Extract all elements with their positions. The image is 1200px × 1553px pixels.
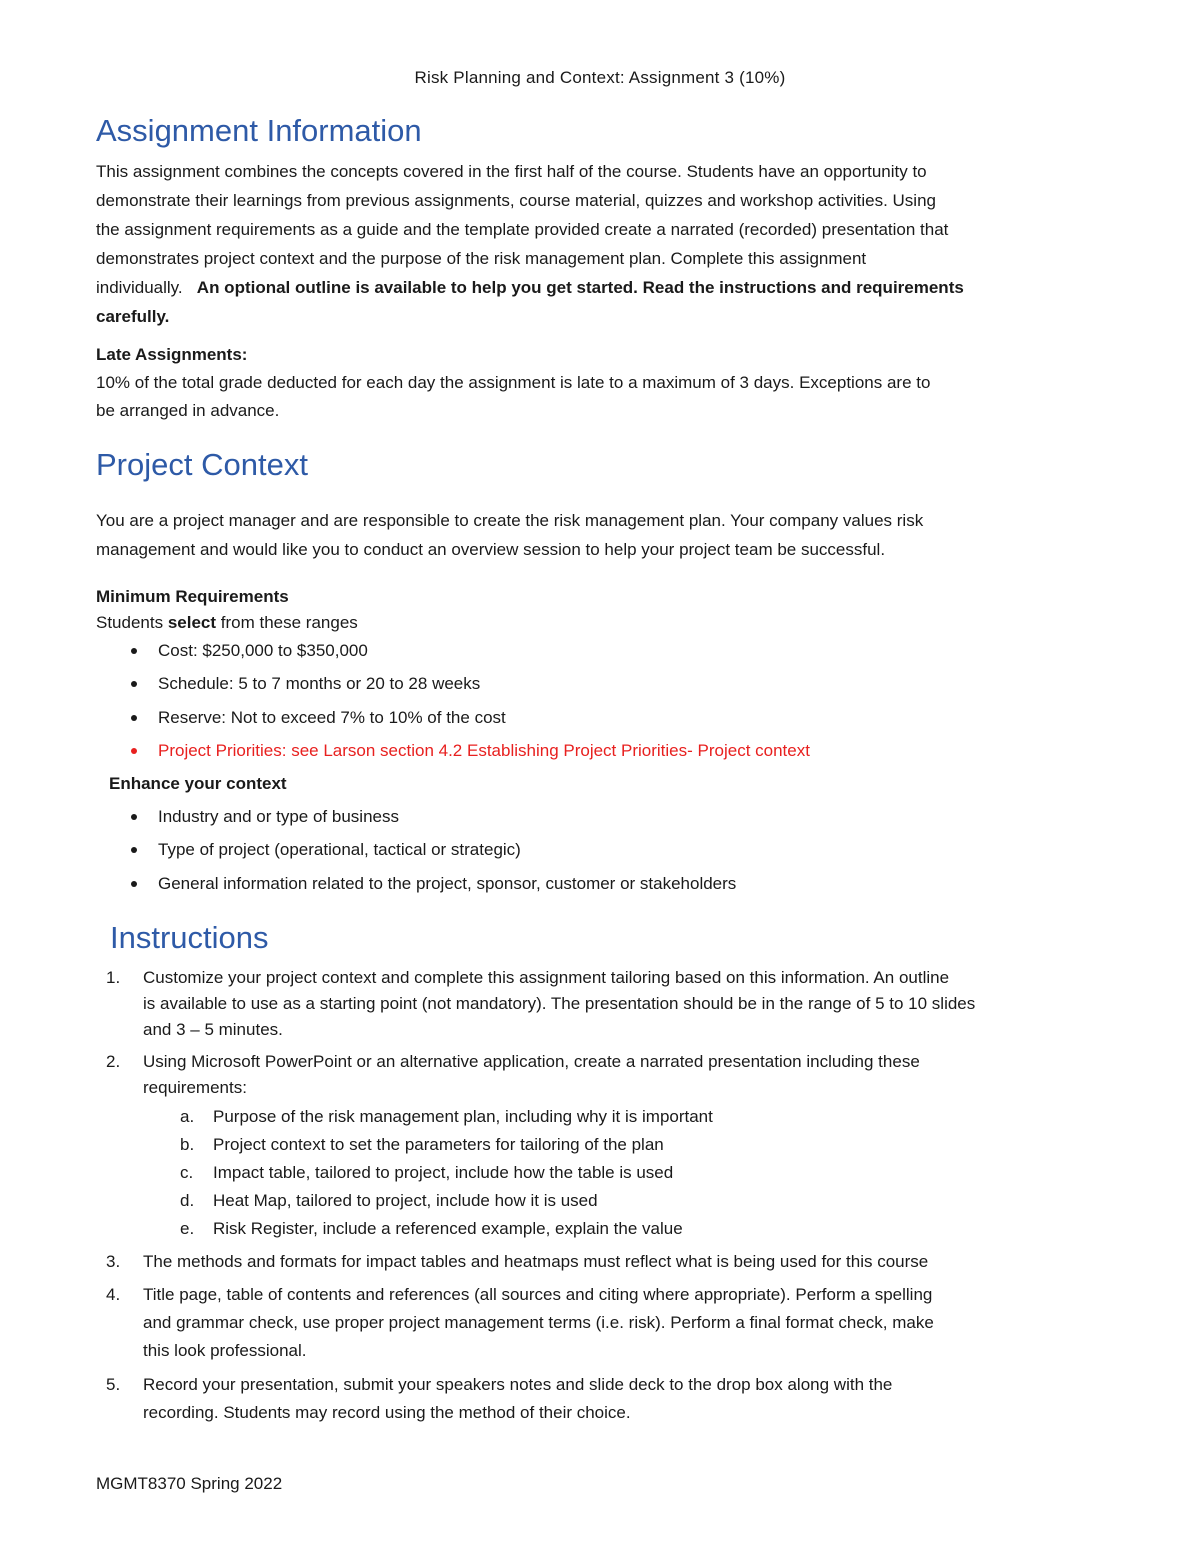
students-select-bold: select	[167, 613, 217, 632]
instructions-heading: Instructions	[110, 920, 269, 955]
context-line: management and would like you to conduct an overview session to help your project team be successful.	[96, 540, 886, 559]
sublist-letter: e.	[180, 1219, 195, 1238]
instruction-line: this look professional.	[143, 1341, 307, 1360]
sublist-item	[143, 1131, 1101, 1159]
instruction-number: 1.	[106, 968, 121, 987]
assignment-information-body	[96, 157, 1101, 331]
sublist-text: Purpose of the risk management plan, including why it is important	[213, 1107, 713, 1126]
late-assignments-label: Late Assignments:	[96, 345, 248, 364]
instruction-line: Customize your project context and complete this assignment tailoring based on this information. An outline	[143, 968, 950, 987]
late-line: be arranged in advance.	[96, 401, 280, 420]
students-select-line	[96, 610, 1101, 636]
list-item	[130, 707, 1080, 729]
bullet-dot	[131, 648, 137, 654]
late-assignments-section	[96, 341, 1101, 425]
sublist-item	[143, 1103, 1101, 1131]
requirement-cost: Cost: $250,000 to $350,000	[158, 641, 368, 660]
bullet-dot	[131, 881, 137, 887]
enhance-context-list	[130, 806, 1080, 906]
instruction-line: requirements:	[143, 1078, 247, 1097]
bullet-dot	[131, 847, 137, 853]
instruction-line: is available to use as a starting point (not mandatory). The presentation should be in the range of 5 to 10 slides	[143, 994, 976, 1013]
bullet-dot	[131, 814, 137, 820]
sublist-letter: c.	[180, 1163, 194, 1182]
enhance-context-label: Enhance your context	[109, 774, 287, 793]
instruction-item-1	[106, 965, 1101, 1043]
sublist-text: Risk Register, include a referenced example, explain the value	[213, 1219, 683, 1238]
body-line: This assignment combines the concepts covered in the first half of the course. Students have an opportunity to	[96, 162, 927, 181]
list-item	[130, 839, 1080, 861]
page-footer: MGMT8370 Spring 2022	[96, 1474, 283, 1493]
sublist-item	[143, 1215, 1101, 1243]
body-line: demonstrates project context and the purpose of the risk management plan. Complete this assignment	[96, 249, 867, 268]
enhance-item: Type of project (operational, tactical or strategic)	[158, 840, 521, 860]
instructions-list	[106, 965, 1101, 1433]
optional-outline-note-tail: carefully.	[96, 307, 170, 326]
enhance-item: General information related to the project, sponsor, customer or stakeholders	[158, 873, 737, 893]
list-item	[130, 673, 1080, 695]
list-item	[130, 740, 1080, 762]
instruction-line: Using Microsoft PowerPoint or an alternative application, create a narrated presentation including these	[143, 1052, 920, 1071]
instruction-line: Title page, table of contents and references (all sources and citing where appropriate). Perform a spelling	[143, 1285, 933, 1304]
instruction-item-5	[106, 1371, 1101, 1427]
body-line: demonstrate their learnings from previous assignments, course material, quizzes and workshop activities. Using	[96, 191, 936, 210]
sublist-letter: a.	[180, 1107, 195, 1126]
late-line: 10% of the total grade deducted for each day the assignment is late to a maximum of 3 days. Exceptions are to	[96, 373, 931, 392]
requirement-schedule: Schedule: 5 to 7 months or 20 to 28 weeks	[158, 674, 481, 694]
context-line: You are a project manager and are responsible to create the risk management plan. Your company values risk	[96, 511, 924, 530]
sublist-text: Impact table, tailored to project, include how the table is used	[213, 1163, 674, 1182]
bullet-dot	[131, 681, 137, 687]
assignment-information-heading: Assignment Information	[96, 113, 422, 148]
body-line: the assignment requirements as a guide and the template provided create a narrated (recorded) presentation that	[96, 220, 949, 239]
instruction-item-3	[106, 1249, 1101, 1275]
students-select-text-post: from these ranges	[216, 613, 358, 632]
students-select-text: Students	[96, 613, 168, 632]
instruction-item-2	[106, 1049, 1101, 1243]
project-context-heading: Project Context	[96, 447, 308, 482]
sublist-letter: b.	[180, 1135, 195, 1154]
instruction-line: The methods and formats for impact tables and heatmaps must reflect what is being used for this course	[143, 1252, 929, 1271]
optional-outline-note: An optional outline is available to help you get started. Read the instructions and requirements	[196, 278, 964, 297]
instruction-line: Record your presentation, submit your speakers notes and slide deck to the drop box along with the	[143, 1375, 893, 1394]
list-item	[130, 873, 1080, 895]
instruction-number: 5.	[106, 1375, 121, 1394]
sublist-text: Heat Map, tailored to project, include how it is used	[213, 1191, 598, 1210]
requirement-priorities: Project Priorities: see Larson section 4.2 Establishing Project Priorities- Project context	[158, 741, 810, 761]
minimum-requirements-section	[96, 584, 1101, 636]
bullet-dot	[131, 715, 137, 721]
requirements-sublist	[143, 1103, 1101, 1243]
bullet-dot	[131, 748, 137, 754]
sublist-letter: d.	[180, 1191, 195, 1210]
list-item	[130, 640, 1080, 662]
page-header: Risk Planning and Context: Assignment 3 (10%)	[414, 68, 786, 87]
body-text-plain: individually.	[96, 278, 197, 297]
instruction-number: 4.	[106, 1285, 121, 1304]
instruction-line: and grammar check, use proper project management terms (i.e. risk). Perform a final format check, make	[143, 1313, 934, 1332]
body-line	[96, 273, 1101, 302]
requirement-reserve: Reserve: Not to exceed 7% to 10% of the cost	[158, 707, 506, 727]
instruction-line: recording. Students may record using the method of their choice.	[143, 1403, 631, 1422]
sublist-item	[143, 1159, 1101, 1187]
sublist-item	[143, 1187, 1101, 1215]
list-item	[130, 806, 1080, 828]
minimum-requirements-label: Minimum Requirements	[96, 587, 289, 606]
instruction-item-4	[106, 1281, 1101, 1365]
instruction-number: 2.	[106, 1052, 121, 1071]
instruction-number: 3.	[106, 1252, 121, 1271]
enhance-item: Industry and or type of business	[158, 807, 399, 826]
project-context-body	[96, 506, 1101, 564]
minimum-requirements-list	[130, 640, 1080, 774]
sublist-text: Project context to set the parameters for tailoring of the plan	[213, 1135, 664, 1154]
instruction-line: and 3 – 5 minutes.	[143, 1020, 283, 1039]
